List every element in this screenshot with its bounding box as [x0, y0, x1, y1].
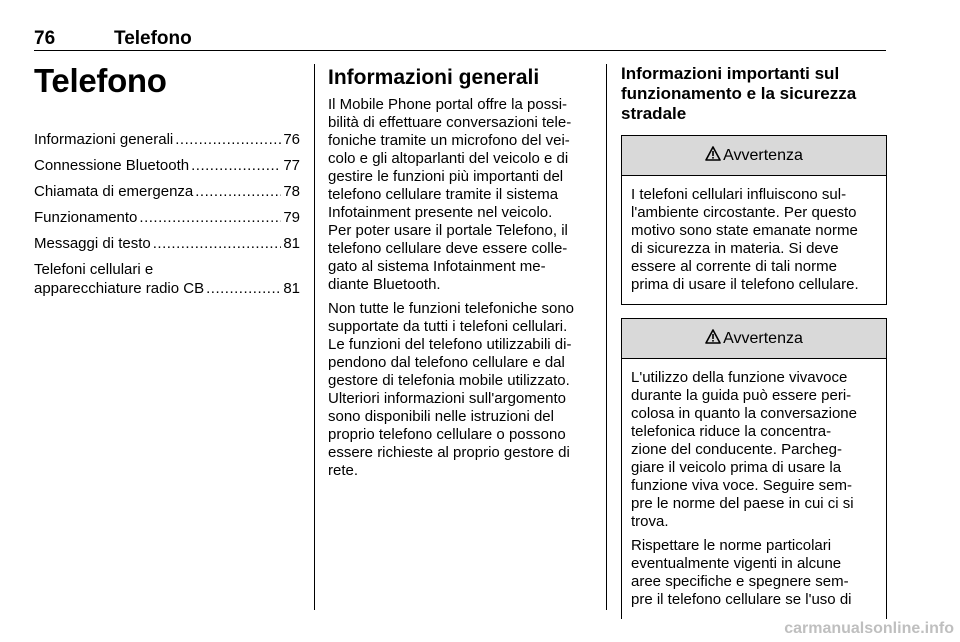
warning-box [621, 135, 887, 305]
warning-body [622, 359, 886, 619]
toc-item[interactable] [34, 260, 300, 298]
section-heading: Informazioni importanti sul funzionamento e la sicurezza stradale [621, 64, 857, 123]
toc-item[interactable] [34, 156, 300, 175]
toc-item-page: 76 [283, 131, 300, 148]
toc-leader [195, 182, 281, 201]
warning-title: Avvertenza [723, 146, 803, 164]
toc-column [34, 62, 300, 305]
toc-leader [175, 130, 281, 149]
warning-body [622, 176, 886, 304]
column-divider-right [606, 64, 607, 610]
page-header [34, 26, 886, 51]
toc-item-page: 79 [283, 209, 300, 226]
warning-header [622, 319, 886, 359]
toc-item-page: 78 [283, 183, 300, 200]
chapter-title: Telefono [34, 62, 167, 99]
toc-item-label: Informazioni generali [34, 131, 174, 148]
warning-box [621, 318, 887, 619]
warning-text: I telefoni cellulari influiscono sul- l'ambiente circostante. Per questo motivo sono state emanate norme di sicurezza in materia. Si deve essere al corrente di tali norme prima di usare il telefono cellulare. [631, 186, 859, 293]
general-info-column [328, 66, 592, 486]
watermark: carmanualsonline.info [784, 620, 954, 637]
toc-item-label: Chiamata di emergenza [34, 183, 194, 200]
toc-leader [139, 208, 281, 227]
warning-header [622, 136, 886, 176]
toc-leader [153, 234, 282, 253]
section-heading: Informazioni generali [328, 66, 540, 89]
page-number: 76 [34, 28, 56, 49]
toc-leader [191, 156, 281, 175]
warning-text: Rispettare le norme particolari eventualmente vigenti in alcune aree specifiche e spegnere sem- pre il telefono cellulare se l'uso di [631, 537, 852, 608]
toc-item-page: 81 [283, 280, 300, 297]
warning-triangle-icon [705, 146, 721, 166]
body-paragraph: Non tutte le funzioni telefoniche sono supportate da tutti i telefoni cellulari. Le funzioni del telefono utilizzabili di- pendono dal telefono cellulare e dal gestore di telefonia mobile utilizzato. Ulteriori informazioni sull'argomento sono disponibili nelle istruzioni del proprio telefono cellulare o possono essere richieste al proprio gestore di rete. [328, 300, 574, 479]
toc-item[interactable] [34, 234, 300, 253]
body-paragraph: Il Mobile Phone portal offre la possi- bilità di effettuare conversazioni tele- foniche tramite un microfono del vei- colo e gli altoparlanti del veicolo e di gestire le funzioni più importanti del telefono cellulare tramite il sistema Infotainment presente nel veicolo. Per poter usare il portale Telefono, il telefono cellulare deve essere colle- gato al sistema Infotainment me- diante Bluetooth. [328, 96, 572, 293]
toc-item[interactable] [34, 182, 300, 201]
warning-text: L'utilizzo della funzione vivavoce durante la guida può essere peri- colosa in quanto la conversazione telefonica riduce la concentra- zione del conducente. Parcheg- giare il veicolo prima di usare la funzione viva voce. Seguire sem- pre le norme del paese in cui ci si trova. [631, 369, 857, 530]
toc-leader [206, 279, 281, 298]
column-divider-left [314, 64, 315, 610]
running-title: Telefono [114, 28, 192, 49]
toc-item-label: Telefoni cellulari e apparecchiature radio CB [34, 261, 205, 297]
toc-item-label: Funzionamento [34, 209, 138, 226]
toc-item[interactable] [34, 130, 300, 149]
toc-item-label: Messaggi di testo [34, 235, 151, 252]
warning-title: Avvertenza [723, 329, 803, 347]
warning-triangle-icon [705, 329, 721, 349]
toc-item-page: 77 [283, 157, 300, 174]
toc-item-label: Connessione Bluetooth [34, 157, 190, 174]
safety-column [621, 64, 887, 632]
toc-item-page: 81 [283, 235, 300, 252]
toc-item[interactable] [34, 208, 300, 227]
